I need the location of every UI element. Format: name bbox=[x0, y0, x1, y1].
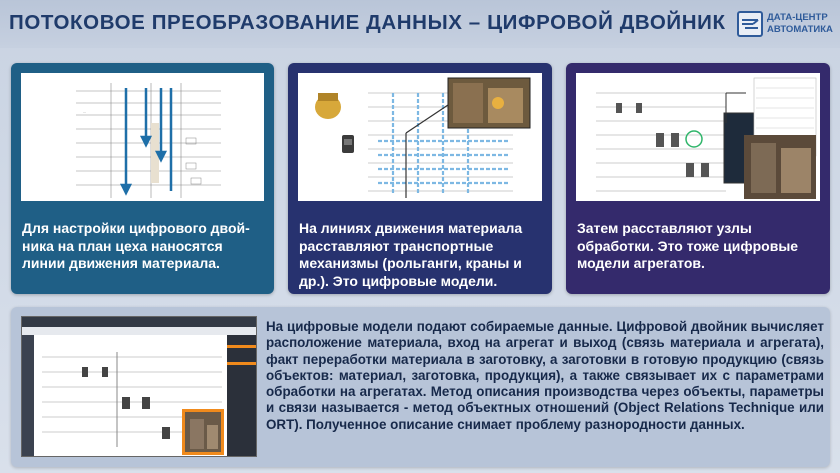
logo-icon bbox=[737, 11, 763, 37]
step-caption-1: Для настройки цифрового двой-ника на план цеха наносятся линии движения материала. bbox=[22, 220, 250, 271]
step-card-1 bbox=[11, 63, 274, 294]
transport-diagram-image bbox=[298, 73, 542, 201]
logo-line-1: ДАТА-ЦЕНТР bbox=[767, 12, 828, 23]
header-bar bbox=[0, 0, 840, 48]
logo-line-2: АВТОМАТИКА bbox=[767, 24, 833, 35]
plan-diagram-image bbox=[21, 73, 264, 201]
step-card-3 bbox=[566, 63, 830, 294]
step-card-2 bbox=[288, 63, 552, 294]
summary-text: На цифровые модели подают собираемые данные. Цифровой двойник вычисляет расположение материала, вход на агрегат и выход (связь материала и агрегата), факт переработки материала в заготовку, а заготовки в готовую продукцию (связь объектов: материал, заготовка, продукция), а также связывает их с параметрами обработки на агрегатах. Метод описания производства через объекты, параметры и связи называется - метод объектных отношений (Object Relations Technique или ORT). Полученное описание снимает проблему разнородности данных. bbox=[266, 319, 824, 432]
logo-text bbox=[767, 12, 833, 36]
page-title: ПОТОКОВОЕ ПРЕОБРАЗОВАНИЕ ДАННЫХ – ЦИФРОВОЙ ДВОЙНИК bbox=[9, 11, 726, 34]
svg-text:...: ... bbox=[83, 110, 86, 114]
software-screenshot bbox=[21, 316, 257, 457]
summary-panel bbox=[11, 307, 830, 467]
step-caption-2: На линиях движения материала расставляют транспортные механизмы (рольганги, краны и др.). Это цифровые модели. bbox=[299, 220, 523, 289]
units-diagram-image bbox=[576, 73, 820, 201]
step-caption-3: Затем расставляют узлы обработки. Это тоже цифровые модели агрегатов. bbox=[577, 220, 799, 271]
company-logo bbox=[737, 11, 837, 41]
